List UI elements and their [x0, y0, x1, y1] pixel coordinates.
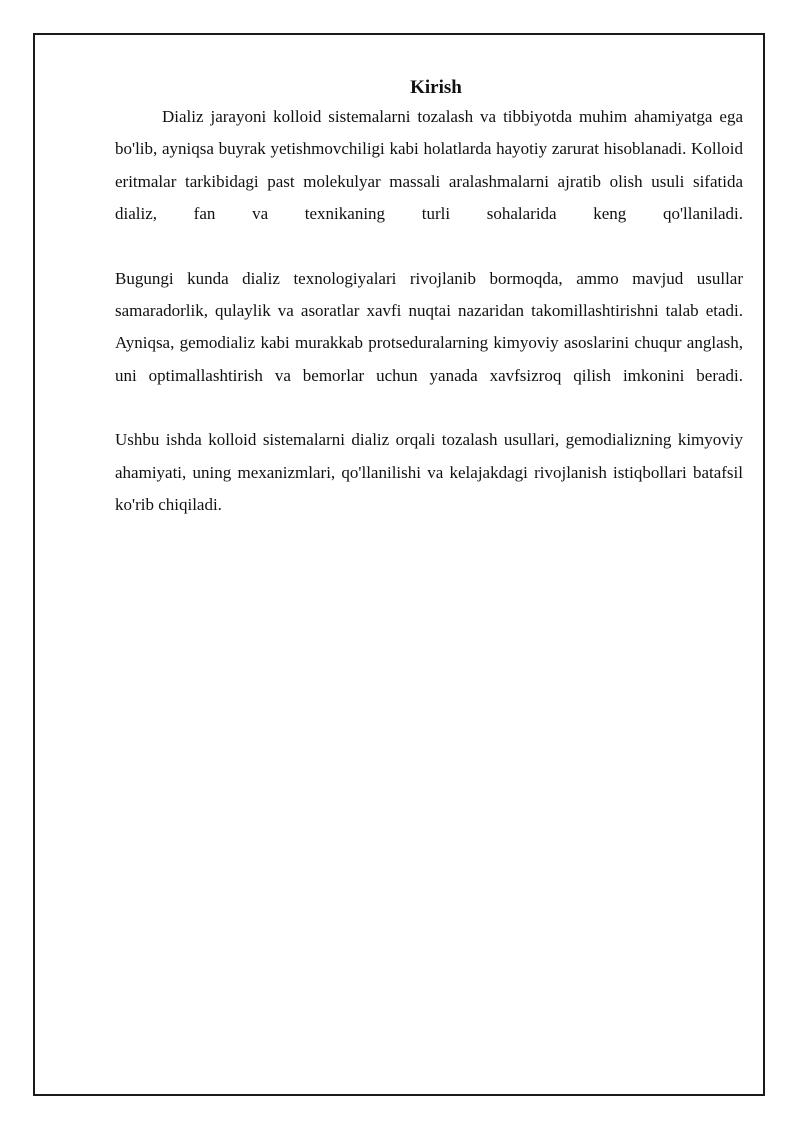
paragraph-scope: Ushbu ishda kolloid sistemalarni dializ orqali tozalash usullari, gemodializning kimyoviy ahamiyati, uning mexanizmlari, qo'llanilishi va kelajakdagi rivojlanish istiqbollari batafsil ko'rib chiqiladi. — [115, 430, 743, 515]
paragraph-technology: Bugungi kunda dializ texnologiyalari rivojlanib bormoqda, ammo mavjud usullar samaradorlik, qulaylik va asoratlar xavfi nuqtai nazaridan takomillashtirishni talab etadi. Ayniqsa, gemodializ kabi murakkab protseduralarning kimyoviy asoslarini chuqur anglash, uni optimallashtirish va bemorlar uchun yanada xavfsizroq qilish imkonini beradi. — [115, 268, 743, 385]
paragraph-intro: Dializ jarayoni kolloid sistemalarni tozalash va tibbiyotda muhim ahamiyatga ega bo'lib, ayniqsa buyrak yetishmovchiligi kabi holatlarda hayotiy zarurat hisoblanadi. Kolloid eritmalar tarkibidagi past molekulyar massali aralashmalarni ajratib olish usuli sifatida dializ, fan va texnikaning turli sohalarida keng qo'llaniladi. — [115, 107, 743, 224]
document-body — [115, 76, 743, 521]
paragraph-spacer — [115, 231, 743, 263]
document-title: Kirish — [410, 77, 462, 98]
paragraph-spacer — [115, 392, 743, 424]
